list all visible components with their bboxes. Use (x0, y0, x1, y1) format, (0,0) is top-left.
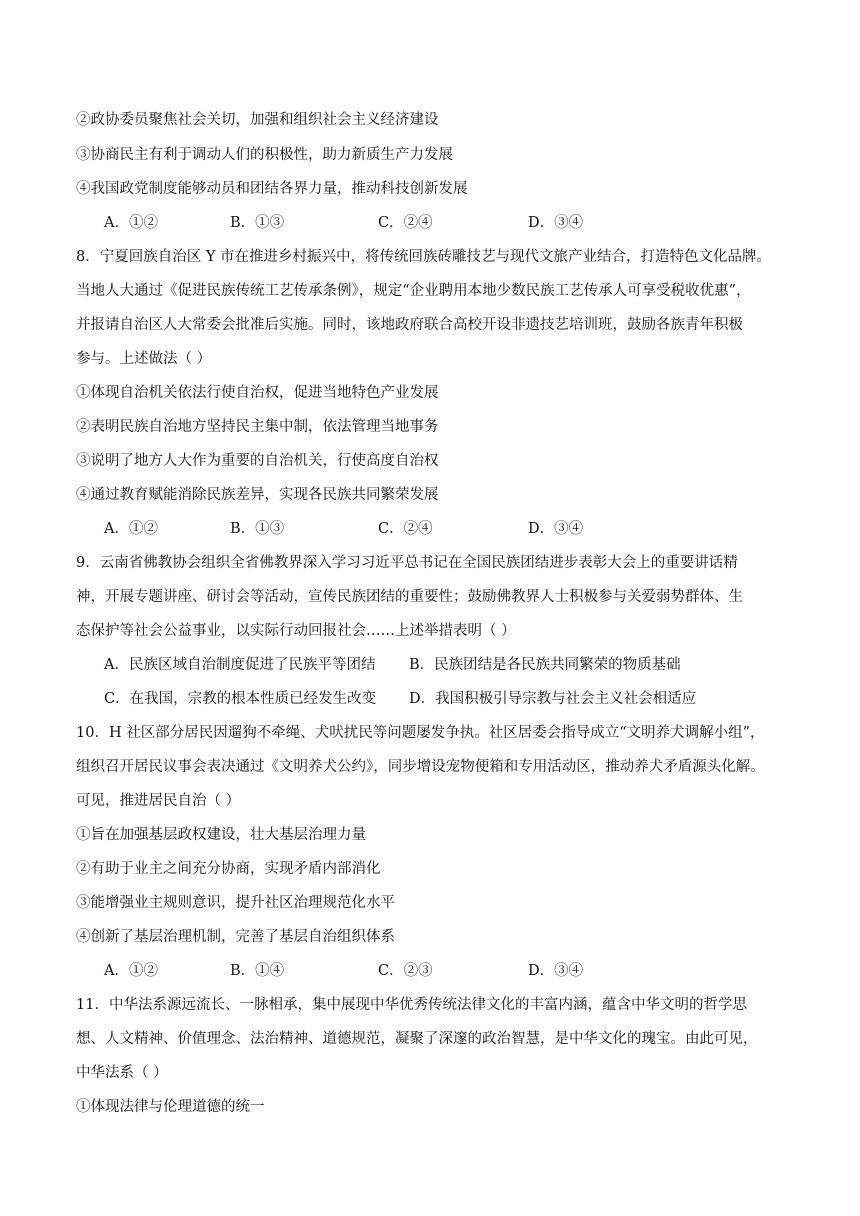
q9-stem-line-1: 9．云南省佛教协会组织全省佛教界深入学习习近平总书记在全国民族团结进步表彰大会上的重要讲话精 (76, 555, 738, 571)
q10-option-b: B．①④ (230, 963, 285, 979)
q11-choice-1: ①体现法律与伦理道德的统一 (76, 1099, 265, 1115)
q7-option-a: A．①② (104, 215, 158, 231)
q9-option-b: B．民族团结是各民族共同繁荣的物质基础 (409, 657, 681, 673)
q9-stem-line-2: 神，开展专题讲座、研讨会等活动，宣传民族团结的重要性；鼓励佛教界人士积极参与关爱弱势群体、生 (76, 589, 743, 605)
q10-option-c: C．②③ (378, 963, 433, 979)
q8-choice-4: ④通过教育赋能消除民族差异，实现各民族共同繁荣发展 (76, 487, 439, 503)
q10-stem-line-1: 10．H 社区部分居民因遛狗不牵绳、犬吠扰民等问题屡发争执。社区居委会指导成立“文明养犬调解小组”， (76, 725, 765, 741)
q10-choice-1: ①旨在加强基层政权建设，壮大基层治理力量 (76, 827, 366, 843)
q8-stem-line-3: 并报请自治区人大常委会批准后实施。同时，该地政府联合高校开设非遗技艺培训班，鼓励各族青年积极 (76, 317, 743, 333)
q7-option-c: C．②④ (378, 215, 433, 231)
q10-option-a: A．①② (104, 963, 158, 979)
q10-stem-line-2: 组织召开居民议事会表决通过《文明养犬公约》，同步增设宠物便箱和专用活动区，推动养犬矛盾源头化解。 (76, 759, 765, 775)
q7-choice-4: ④我国政党制度能够动员和团结各界力量，推动科技创新发展 (76, 181, 468, 197)
q8-option-c: C．②④ (378, 521, 433, 537)
q10-choice-2: ②有助于业主之间充分协商，实现矛盾内部消化 (76, 861, 381, 877)
q8-option-d: D．③④ (528, 521, 584, 537)
q11-stem-line-2: 想、人文精神、价值理念、法治精神、道德规范，凝聚了深邃的政治智慧，是中华文化的瑰宝。由此可见， (76, 1031, 758, 1047)
q11-stem-line-1: 11．中华法系源远流长、一脉相承，集中展现中华优秀传统法律文化的丰富内涵，蕴含中华文明的哲学思 (76, 997, 747, 1013)
q8-option-b: B．①③ (230, 521, 285, 537)
q9-option-c: C．在我国，宗教的根本性质已经发生改变 (104, 691, 377, 707)
q8-stem-line-1: 8．宁夏回族自治区 Y 市在推进乡村振兴中，将传统回族砖雕技艺与现代文旅产业结合，打造特色文化品牌。 (76, 249, 772, 265)
q7-option-d: D．③④ (528, 215, 584, 231)
q8-choice-1: ①体现自治机关依法行使自治权，促进当地特色产业发展 (76, 385, 439, 401)
q9-option-a: A．民族区域自治制度促进了民族平等团结 (104, 657, 376, 673)
q10-choice-3: ③能增强业主规则意识，提升社区治理规范化水平 (76, 895, 395, 911)
q11-stem-line-3: 中华法系（ ） (76, 1065, 168, 1081)
q8-choice-2: ②表明民族自治地方坚持民主集中制，依法管理当地事务 (76, 419, 439, 435)
q8-option-a: A．①② (104, 521, 158, 537)
q8-stem-line-2: 当地人大通过《促进民族传统工艺传承条例》，规定“企业聘用本地少数民族工艺传承人可享受税收优惠”， (76, 283, 751, 299)
q10-stem-line-3: 可见，推进居民自治（ ） (76, 793, 241, 809)
q10-choice-4: ④创新了基层治理机制，完善了基层自治组织体系 (76, 929, 395, 945)
q7-option-b: B．①③ (230, 215, 285, 231)
q9-option-d: D．我国积极引导宗教与社会主义社会相适应 (409, 691, 697, 707)
q7-choice-2: ②政协委员聚焦社会关切，加强和组织社会主义经济建设 (76, 112, 439, 128)
q9-stem-line-3: 态保护等社会公益事业，以实际行动回报社会……上述举措表明（ ） (76, 623, 516, 639)
q8-stem-line-4: 参与。上述做法（ ） (76, 351, 212, 367)
q7-choice-3: ③协商民主有利于调动人们的积极性，助力新质生产力发展 (76, 147, 453, 163)
q8-choice-3: ③说明了地方人大作为重要的自治机关，行使高度自治权 (76, 453, 439, 469)
q10-option-d: D．③④ (528, 963, 584, 979)
